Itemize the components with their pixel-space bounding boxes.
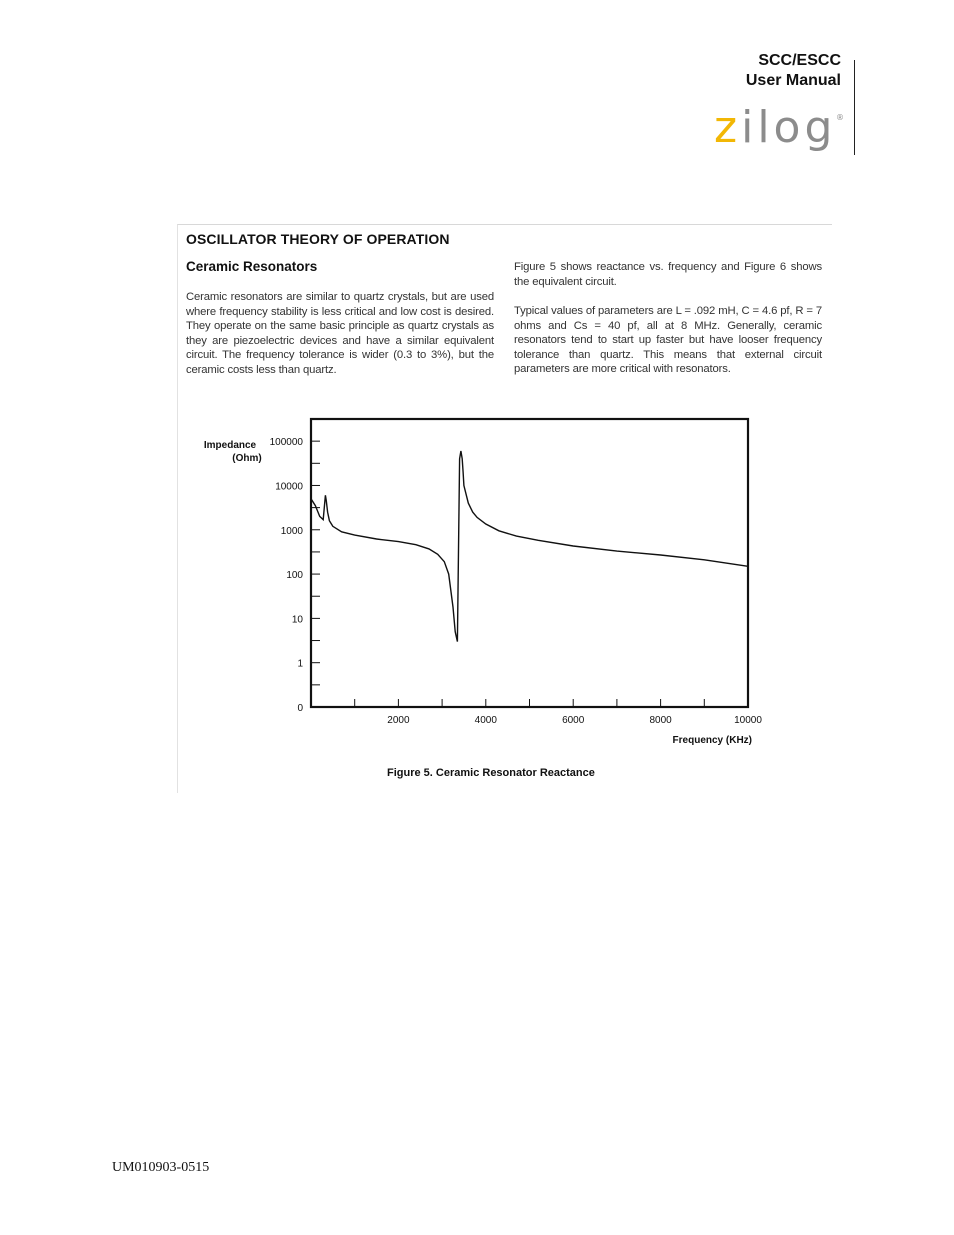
x-tick-label: 6000 — [562, 715, 585, 726]
page-header — [0, 0, 954, 170]
section-title: OSCILLATOR THEORY OF OPERATION — [186, 231, 450, 247]
y-tick-label: 0 — [297, 703, 303, 714]
figure-caption: Figure 5. Ceramic Resonator Reactance — [387, 767, 595, 779]
zilog-logo-text — [714, 102, 836, 153]
impedance-curve — [311, 451, 748, 642]
left-paragraph: Ceramic resonators are similar to quartz crystals, but are used where frequency stability is less critical and low cost is desired. They operate on the same basic principle as quartz crystals as they are piezoelectric devices and have a similar equivalent circuit. The frequency tolerance is wider (0.3 to 3%), but the ceramic costs less than quartz. — [186, 291, 494, 376]
x-tick-label: 10000 — [734, 715, 762, 726]
right-paragraph-2: Typical values of parameters are L = .092 mH, C = 4.6 pf, R = 7 ohms and Cs = 40 pf, all at 8 MHz. Generally, ceramic resonators tend to start up faster but have looser frequency tolerance than quartz. This means that external circuit parameters are more critical with resonators. — [514, 305, 822, 376]
doc-title-line1: SCC/ESCC — [758, 52, 841, 69]
y-tick-label: 100 — [286, 570, 303, 582]
y-axis-label-line2: (Ohm) — [232, 453, 262, 464]
x-tick-label: 2000 — [387, 715, 410, 726]
y-tick-label: 100000 — [269, 437, 303, 449]
doc-title-line2: User Manual — [745, 72, 841, 89]
logo-letter-z: z — [714, 102, 742, 153]
zilog-logo — [714, 102, 846, 158]
zilog-logo-mark: ® — [836, 113, 844, 122]
y-tick-label: 1 — [297, 658, 303, 670]
y-tick-label: 1000 — [280, 525, 303, 537]
subsection-title: Ceramic Resonators — [186, 259, 318, 274]
header-divider — [854, 60, 855, 155]
x-axis-label: Frequency (KHz) — [672, 735, 752, 745]
x-tick-label: 4000 — [474, 715, 497, 726]
right-paragraph-1: Figure 5 shows reactance vs. frequency and Figure 6 shows the equivalent circuit. — [514, 261, 822, 288]
y-tick-label: 10000 — [275, 481, 303, 493]
x-tick-label: 8000 — [649, 715, 672, 726]
y-axis-label-line1: Impedance — [203, 440, 257, 451]
plot-frame — [311, 419, 748, 707]
y-tick-label: 10 — [291, 614, 303, 626]
document-id: UM010903-0515 — [112, 1160, 210, 1175]
reactance-chart — [178, 405, 832, 745]
logo-letters-rest: ilog — [741, 102, 837, 153]
scanned-page-excerpt — [177, 224, 832, 793]
